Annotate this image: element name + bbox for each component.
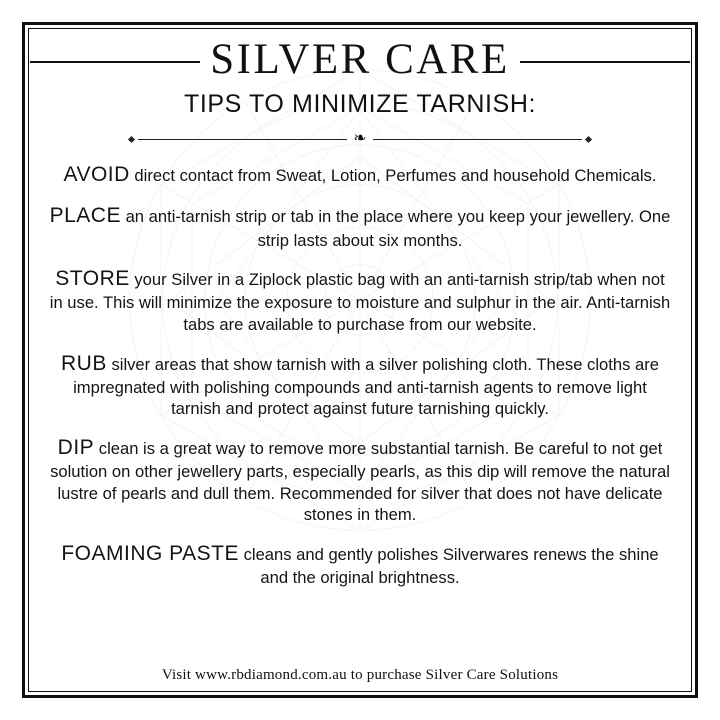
tip-avoid-lead: AVOID: [63, 163, 130, 186]
tip-rub-lead: RUB: [61, 351, 107, 375]
tip-foaming-paste: [48, 540, 672, 589]
title-row: [30, 32, 690, 88]
tip-place-text: an anti-tarnish strip or tab in the place where you keep your jewellery. One strip lasts about six months.: [120, 207, 671, 250]
tip-store-text: your Silver in a Ziplock plastic bag with an anti-tarnish strip/tab when not in use. This will minimize the exposure to moisture and sulphur in the air. Anti-tarnish tabs are available to purchase from our website.: [49, 270, 671, 335]
tip-place-lead: PLACE: [49, 204, 121, 228]
tip-foaming-paste-text: cleans and gently polishes Silverwares renews the shine and the original brightness.: [238, 544, 659, 588]
tip-dip-text: clean is a great way to remove more substantial tarnish. Be careful to not get solution on other jewellery parts, especially pearls, as this dip will remove the natural lustre of pearls and dull them. Recommended for silver that does not have delicate stones in them.: [50, 439, 670, 525]
page-title: SILVER CARE: [210, 36, 510, 84]
divider-diamond-left: [128, 135, 135, 142]
page-subtitle: TIPS TO MINIMIZE TARNISH:: [183, 90, 537, 118]
title-rule-right: [520, 61, 690, 63]
divider-line-left: [138, 139, 347, 140]
tip-dip: [48, 434, 672, 526]
tip-store: [48, 265, 672, 335]
tip-avoid: [48, 161, 672, 188]
footer-website-note: Visit www.rbdiamond.com.au to purchase Silver Care Solutions: [161, 667, 559, 683]
poster-content: [30, 26, 690, 694]
divider-line-right: [373, 139, 582, 140]
ornamental-divider: [125, 129, 595, 149]
title-rule-left: [30, 61, 200, 63]
flourish-icon: ❧: [353, 130, 367, 147]
tip-rub-text: silver areas that show tarnish with a silver polishing cloth. These cloths are impregnated with polishing compounds and anti-tarnish agents to remove light tarnish and protect against future tarnishing quickly.: [73, 354, 659, 419]
tip-foaming-paste-lead: FOAMING PASTE: [61, 541, 239, 565]
tip-avoid-text: direct contact from Sweat, Lotion, Perfumes and household Chemicals.: [129, 166, 657, 185]
tip-dip-lead: DIP: [57, 436, 95, 459]
divider-diamond-right: [585, 135, 592, 142]
tip-rub: [48, 350, 672, 420]
tip-store-lead: STORE: [55, 267, 130, 291]
tip-place: [48, 202, 672, 251]
